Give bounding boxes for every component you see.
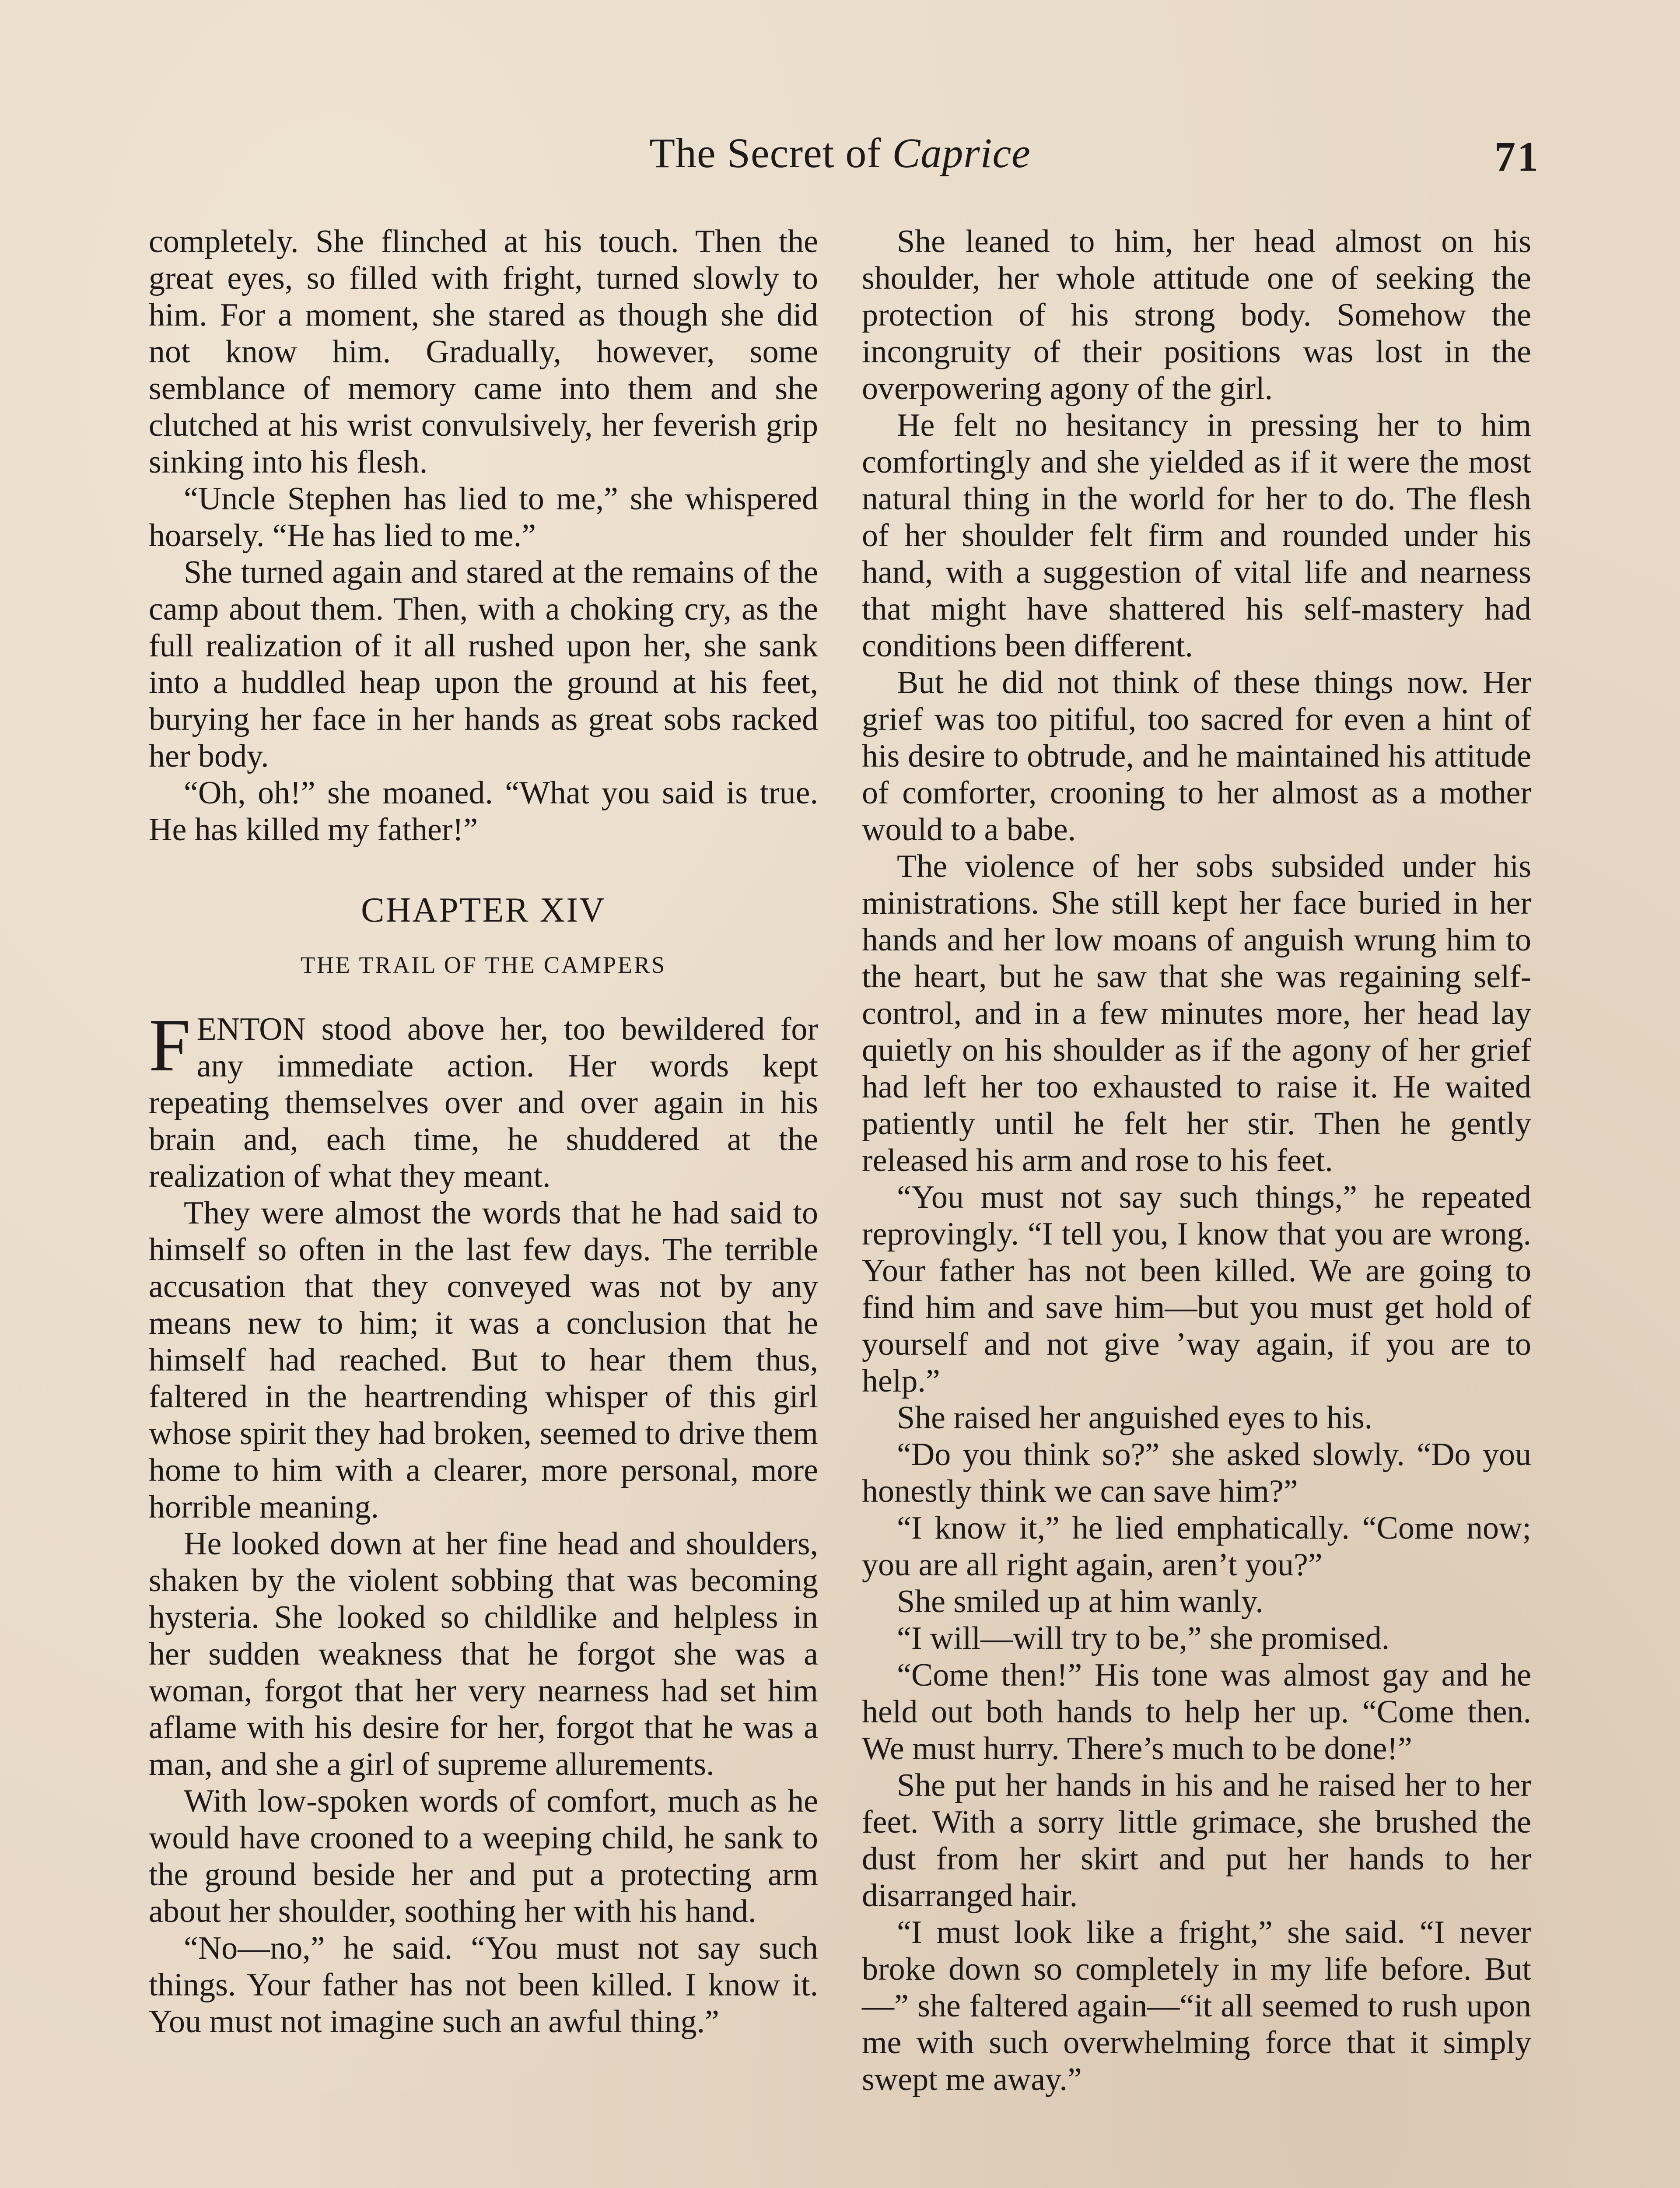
paragraph: “I will—will try to be,” she promised. [897, 1620, 1390, 1656]
running-title: The Secret of Caprice [649, 130, 1031, 176]
paragraph: “I know it,” he lied emphatically. “Come now; you are all right again, aren’t you?” [862, 1510, 1531, 1583]
paragraph: “Oh, oh!” she moaned. “What you said is true. He has killed my father!” [149, 775, 818, 848]
chapter-subtitle: THE TRAIL OF THE CAMPERS [300, 952, 667, 978]
paragraph: She smiled up at him wanly. [897, 1584, 1264, 1620]
opening-paragraph-text: ENTON stood above her, too bewildered for any immediate action. Her words kept repeating themselves over and over again in his brain and, each time, he shuddered at the realization of what they meant. [149, 1011, 818, 1194]
paragraph: He felt no hesitancy in pressing her to him comfortingly and she yielded as if it were the most natural thing in the world for her to do. The flesh of her shoulder felt firm and rounded under his hand, with a suggestion of vital life and nearness that might have shattered his self-mastery had conditions been different. [862, 407, 1531, 664]
paragraph: “You must not say such things,” he repeated reprovingly. “I tell you, I know that you are wrong. Your father has not been killed. We are going to find him and save him—but you must get hold of yourself and not give ’way again, if you are to help.” [862, 1179, 1531, 1399]
paragraph: But he did not think of these things now. Her grief was too pitiful, too sacred for even a hint of his desire to obtrude, and he maintained his attitude of comforter, crooning to her almost as a mother would to a babe. [862, 665, 1531, 848]
running-head [0, 127, 1680, 188]
paragraph: She leaned to him, her head almost on his shoulder, her whole attitude one of seeking the protection of his strong body. Somehow the incongruity of their positions was lost in the overpowering agony of the girl. [862, 224, 1531, 407]
paragraph: “Do you think so?” she asked slowly. “Do you honestly think we can save him?” [862, 1437, 1531, 1509]
paragraph: She raised her anguished eyes to his. [897, 1400, 1373, 1436]
paragraph: “No—no,” he said. “You must not say such things. Your father has not been killed. I know it. You must not imagine such an awful thing.” [149, 1930, 818, 2040]
left-column [149, 223, 818, 2040]
chapter-opening-paragraph [149, 1004, 818, 1195]
paragraph: “I must look like a fright,” she said. “I never broke down so completely in my life before. But—” she faltered again—“it all seemed to rush upon me with such overwhelming force that it simply swept me away.” [862, 1914, 1531, 2097]
paragraph: With low-spoken words of comfort, much as he would have crooned to a weeping child, he sank to the ground beside her and put a protecting arm about her shoulder, soothing her with his hand. [149, 1783, 818, 1929]
paragraph: He looked down at her fine head and shoulders, shaken by the violent sobbing that was becoming hysteria. She looked so childlike and helpless in her sudden weakness that he forgot she was a woman, forgot that her very nearness had set him aflame with his desire for her, forgot that he was a man, and she a girl of supreme allurements. [149, 1526, 818, 1782]
paragraph: “Come then!” His tone was almost gay and he held out both hands to help her up. “Come then. We must hurry. There’s much to be done!” [862, 1657, 1531, 1767]
paragraph: The violence of her sobs subsided under his ministrations. She still kept her face buried in her hands and her low moans of anguish wrung him to the heart, but he saw that she was regaining self-control, and in a few minutes more, her head lay quietly on his shoulder as if the agony of her grief had left her too exhausted to raise it. He waited patiently until he felt her stir. Then he gently released his arm and rose to his feet. [862, 849, 1531, 1178]
chapter-heading: CHAPTER XIV [361, 891, 606, 929]
page-number: 71 [1494, 133, 1540, 180]
paragraph: She turned again and stared at the remains of the camp about them. Then, with a choking cry, as the full realization of it all rushed upon her, she sank into a huddled heap upon the ground at his feet, burying her face in her hands as great sobs racked her body. [149, 554, 818, 774]
paragraph: completely. She flinched at his touch. Then the great eyes, so filled with fright, turned slowly to him. For a moment, she stared as though she did not know him. Gradually, however, some semblance of memory came into them and she clutched at his wrist convulsively, her feverish grip sinking into his flesh. [149, 224, 818, 480]
right-column [862, 223, 1531, 2098]
drop-cap: F [149, 1004, 191, 1087]
paragraph: She put her hands in his and he raised her to her feet. With a sorry little grimace, she brushed the dust from her skirt and put her hands to her disarranged hair. [862, 1767, 1531, 1914]
paragraph: “Uncle Stephen has lied to me,” she whispered hoarsely. “He has lied to me.” [149, 481, 818, 554]
running-title-italic: Caprice [892, 130, 1031, 176]
paragraph: They were almost the words that he had said to himself so often in the last few days. The terrible accusation that they conveyed was not by any means new to him; it was a conclusion that he himself had reached. But to hear them thus, faltered in the heartrending whisper of this girl whose spirit they had broken, seemed to drive them home to him with a clearer, more personal, more horrible meaning. [149, 1195, 818, 1525]
